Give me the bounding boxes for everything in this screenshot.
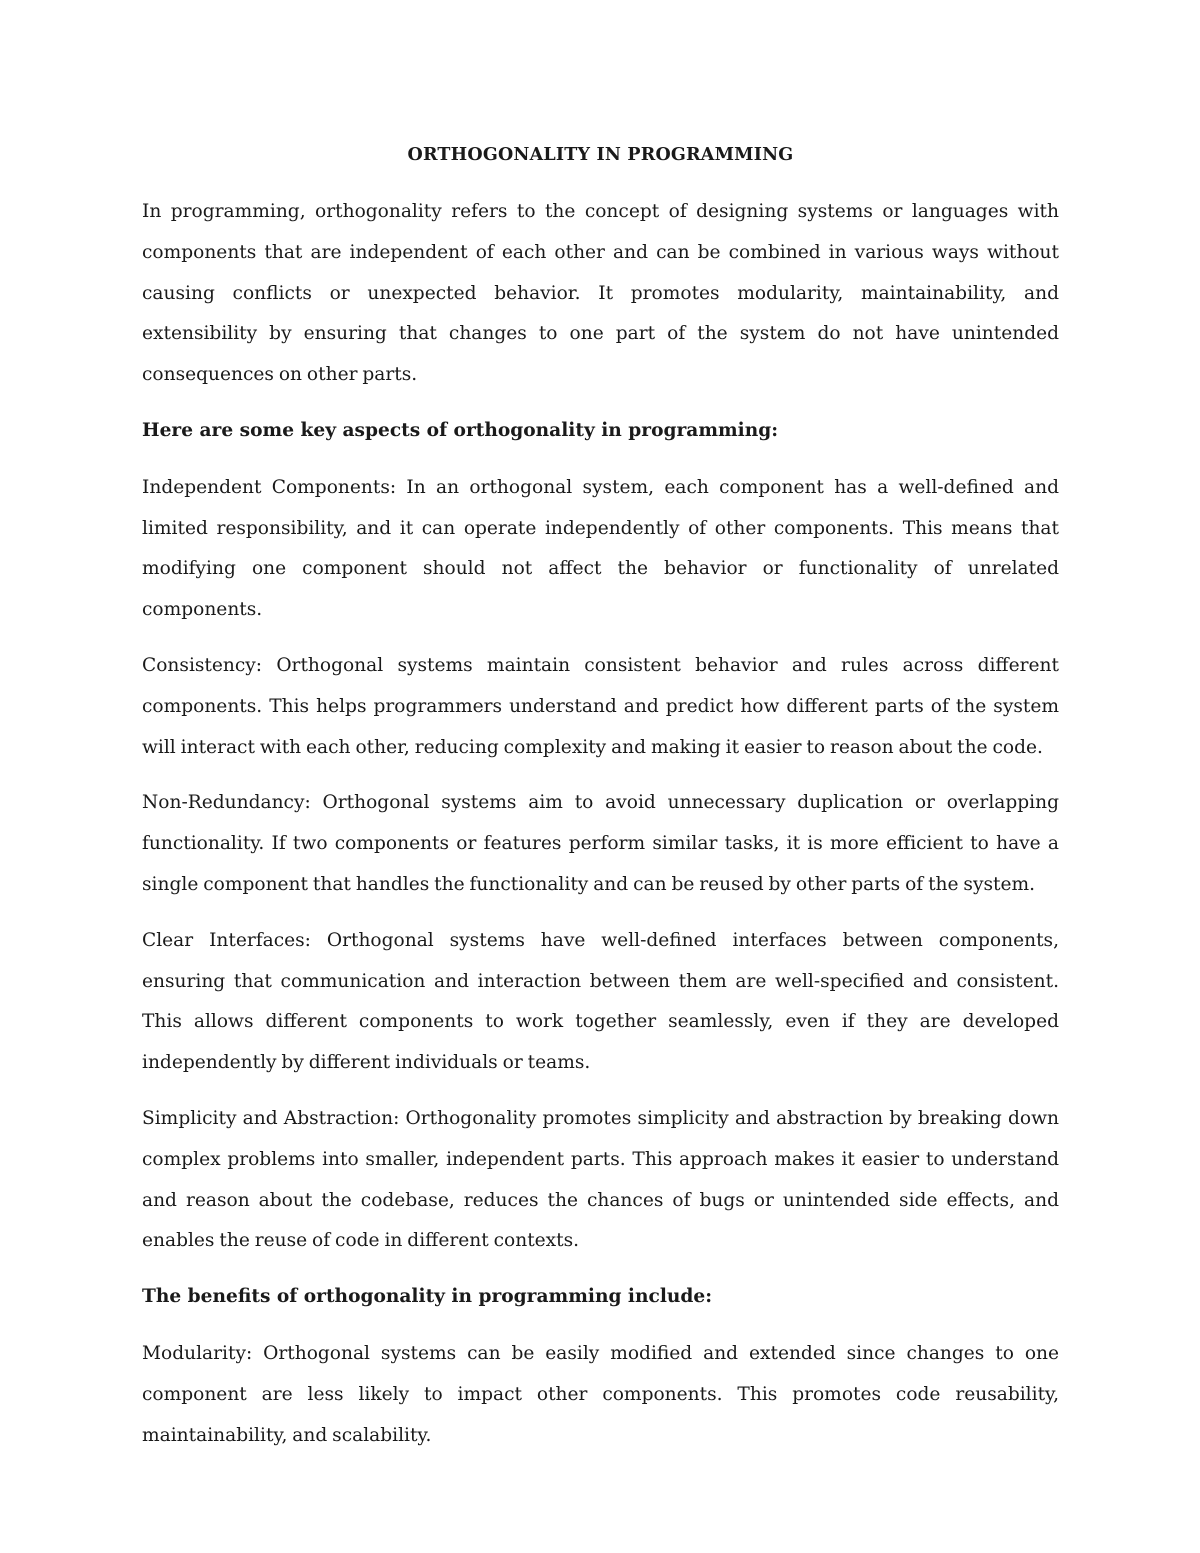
aspects-heading: Here are some key aspects of orthogonality in programming:: [142, 419, 779, 441]
aspect-paragraph-independent-components: Independent Components: In an orthogonal system, each component has a well-defined and limited responsibility, and it can operate independently of other components. This means that modifying one component should not affect the behavior or functionality of unrelated components.: [142, 476, 1059, 621]
aspect-paragraph-non-redundancy: Non-Redundancy: Orthogonal systems aim to avoid unnecessary duplication or overlapping functionality. If two components or features perform similar tasks, it is more efficient to have a single component that handles the functionality and can be reused by other parts of the system.: [142, 792, 1059, 895]
document-title: ORTHOGONALITY IN PROGRAMMING: [407, 145, 794, 165]
benefit-paragraph-modularity: Modularity: Orthogonal systems can be easily modified and extended since changes to one component are less likely to impact other components. This promotes code reusability, maintainability, and scalability.: [142, 1342, 1059, 1446]
benefits-heading: The benefits of orthogonality in programming include:: [142, 1286, 713, 1308]
aspect-paragraph-clear-interfaces: Clear Interfaces: Orthogonal systems have well-defined interfaces between components, ensuring that communication and interaction between them are well-specified and consistent. This allows different components to work together seamlessly, even if they are developed independently by different individuals or teams.: [142, 929, 1059, 1074]
document-page: [142, 140, 1059, 1471]
aspect-paragraph-simplicity-abstraction: Simplicity and Abstraction: Orthogonality promotes simplicity and abstraction by breaking down complex problems into smaller, independent parts. This approach makes it easier to understand and reason about the codebase, reduces the chances of bugs or unintended side effects, and enables the reuse of code in different contexts.: [142, 1107, 1059, 1252]
aspect-paragraph-consistency: Consistency: Orthogonal systems maintain consistent behavior and rules across different components. This helps programmers understand and predict how different parts of the system will interact with each other, reducing complexity and making it easier to reason about the code.: [142, 654, 1059, 758]
intro-paragraph: In programming, orthogonality refers to the concept of designing systems or languages with components that are independent of each other and can be combined in various ways without causing conflicts or unexpected behavior. It promotes modularity, maintainability, and extensibility by ensuring that changes to one part of the system do not have unintended consequences on other parts.: [142, 201, 1059, 386]
